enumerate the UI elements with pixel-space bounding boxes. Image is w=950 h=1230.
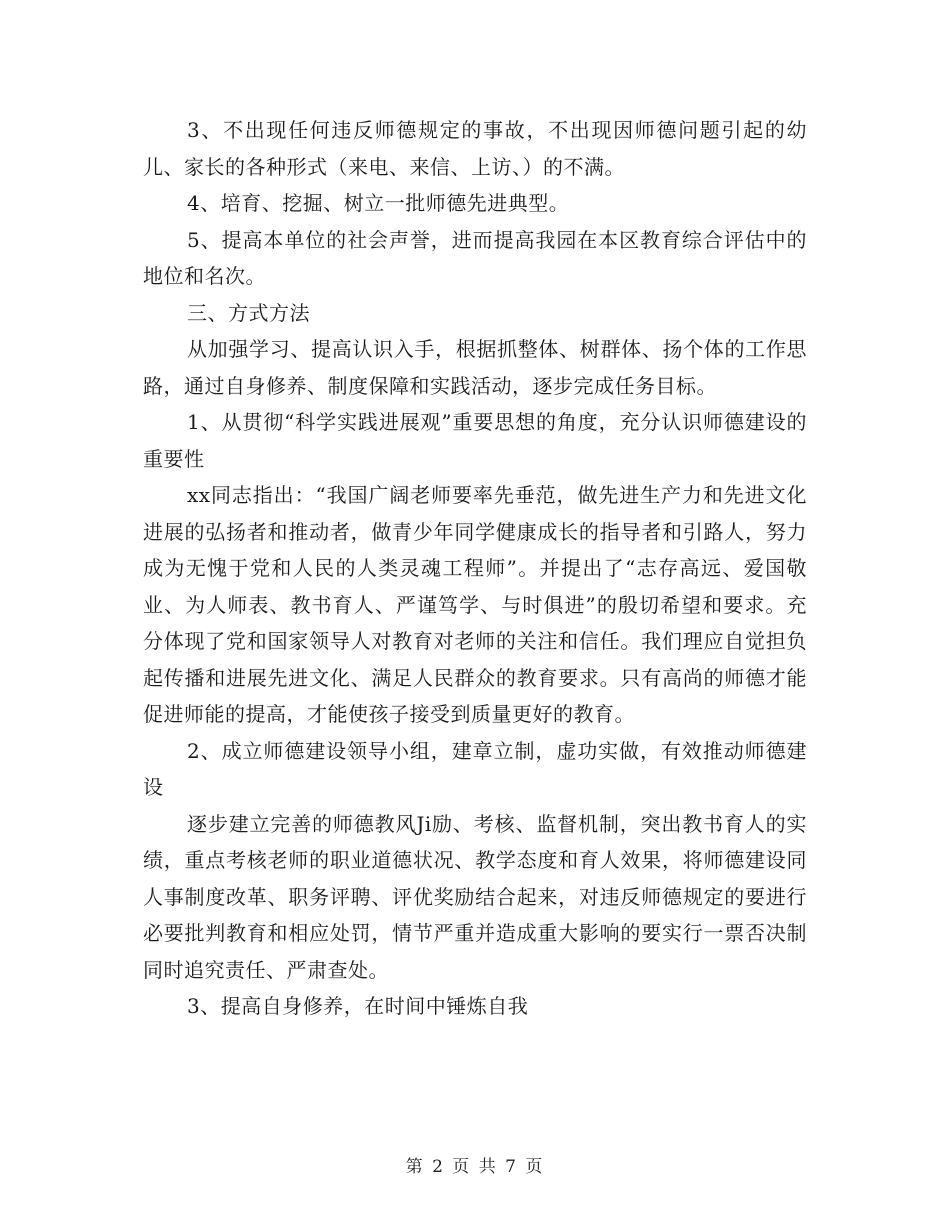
paragraph-method-1-body: xx同志指出：“我国广阔老师要率先垂范，做先进生产力和先进文化进展的弘扬者和推动者，做青少年同学健康成长的指导者和引路人，努力成为无愧于党和人民的人类灵魂工程师”。并提出了“志存高远、爱国敬业、为人师表、教书育人、严谨笃学、与时俱进”的殷切希望和要求。充分体现了党和国家领导人对教育对老师的关注和信任。我们理应自觉担负起传播和进展先进文化、满足人民群众的教育要求。只有高尚的师德才能促进师能的提高，才能使孩子接受到质量更好的教育。 [143,483,807,726]
page-number-footer: 第 2 页 共 7 页 [405,1157,545,1177]
document-body [143,112,807,1025]
paragraph-methods-intro: 从加强学习、提高认识入手，根据抓整体、树群体、扬个体的工作思路，通过自身修养、制度保障和实践活动，逐步完成任务目标。 [143,337,807,398]
paragraph-goal-4: 4、培育、挖掘、树立一批师德先进典型。 [187,191,570,215]
paragraph-method-2-heading: 2、成立师德建设领导小组，建章立制，虚功实做，有效推动师德建设 [143,738,807,799]
paragraph-goal-3: 3、不出现任何违反师德规定的事故，不出现因师德问题引起的幼儿、家长的各种形式（来电、来信、上访、）的不满。 [143,118,807,179]
paragraph-method-1-heading: 1、从贯彻“科学实践进展观”重要思想的角度，充分认识师德建设的重要性 [143,410,807,471]
paragraph-method-2-body: 逐步建立完善的师德教风Ji励、考核、监督机制，突出教书育人的实绩，重点考核老师的职业道德状况、教学态度和育人效果，将师德建设同人事制度改革、职务评聘、评优奖励结合起来，对违反师德规定的要进行必要批判教育和相应处罚，情节严重并造成重大影响的要实行一票否决制同时追究责任、严肃查处。 [143,811,807,982]
paragraph-method-3-heading: 3、提高自身修养，在时间中锤炼自我 [187,994,529,1018]
paragraph-goal-5: 5、提高本单位的社会声誉，进而提高我园在本区教育综合评估中的地位和名次。 [143,227,807,288]
section-heading-methods: 三、方式方法 [187,300,310,325]
